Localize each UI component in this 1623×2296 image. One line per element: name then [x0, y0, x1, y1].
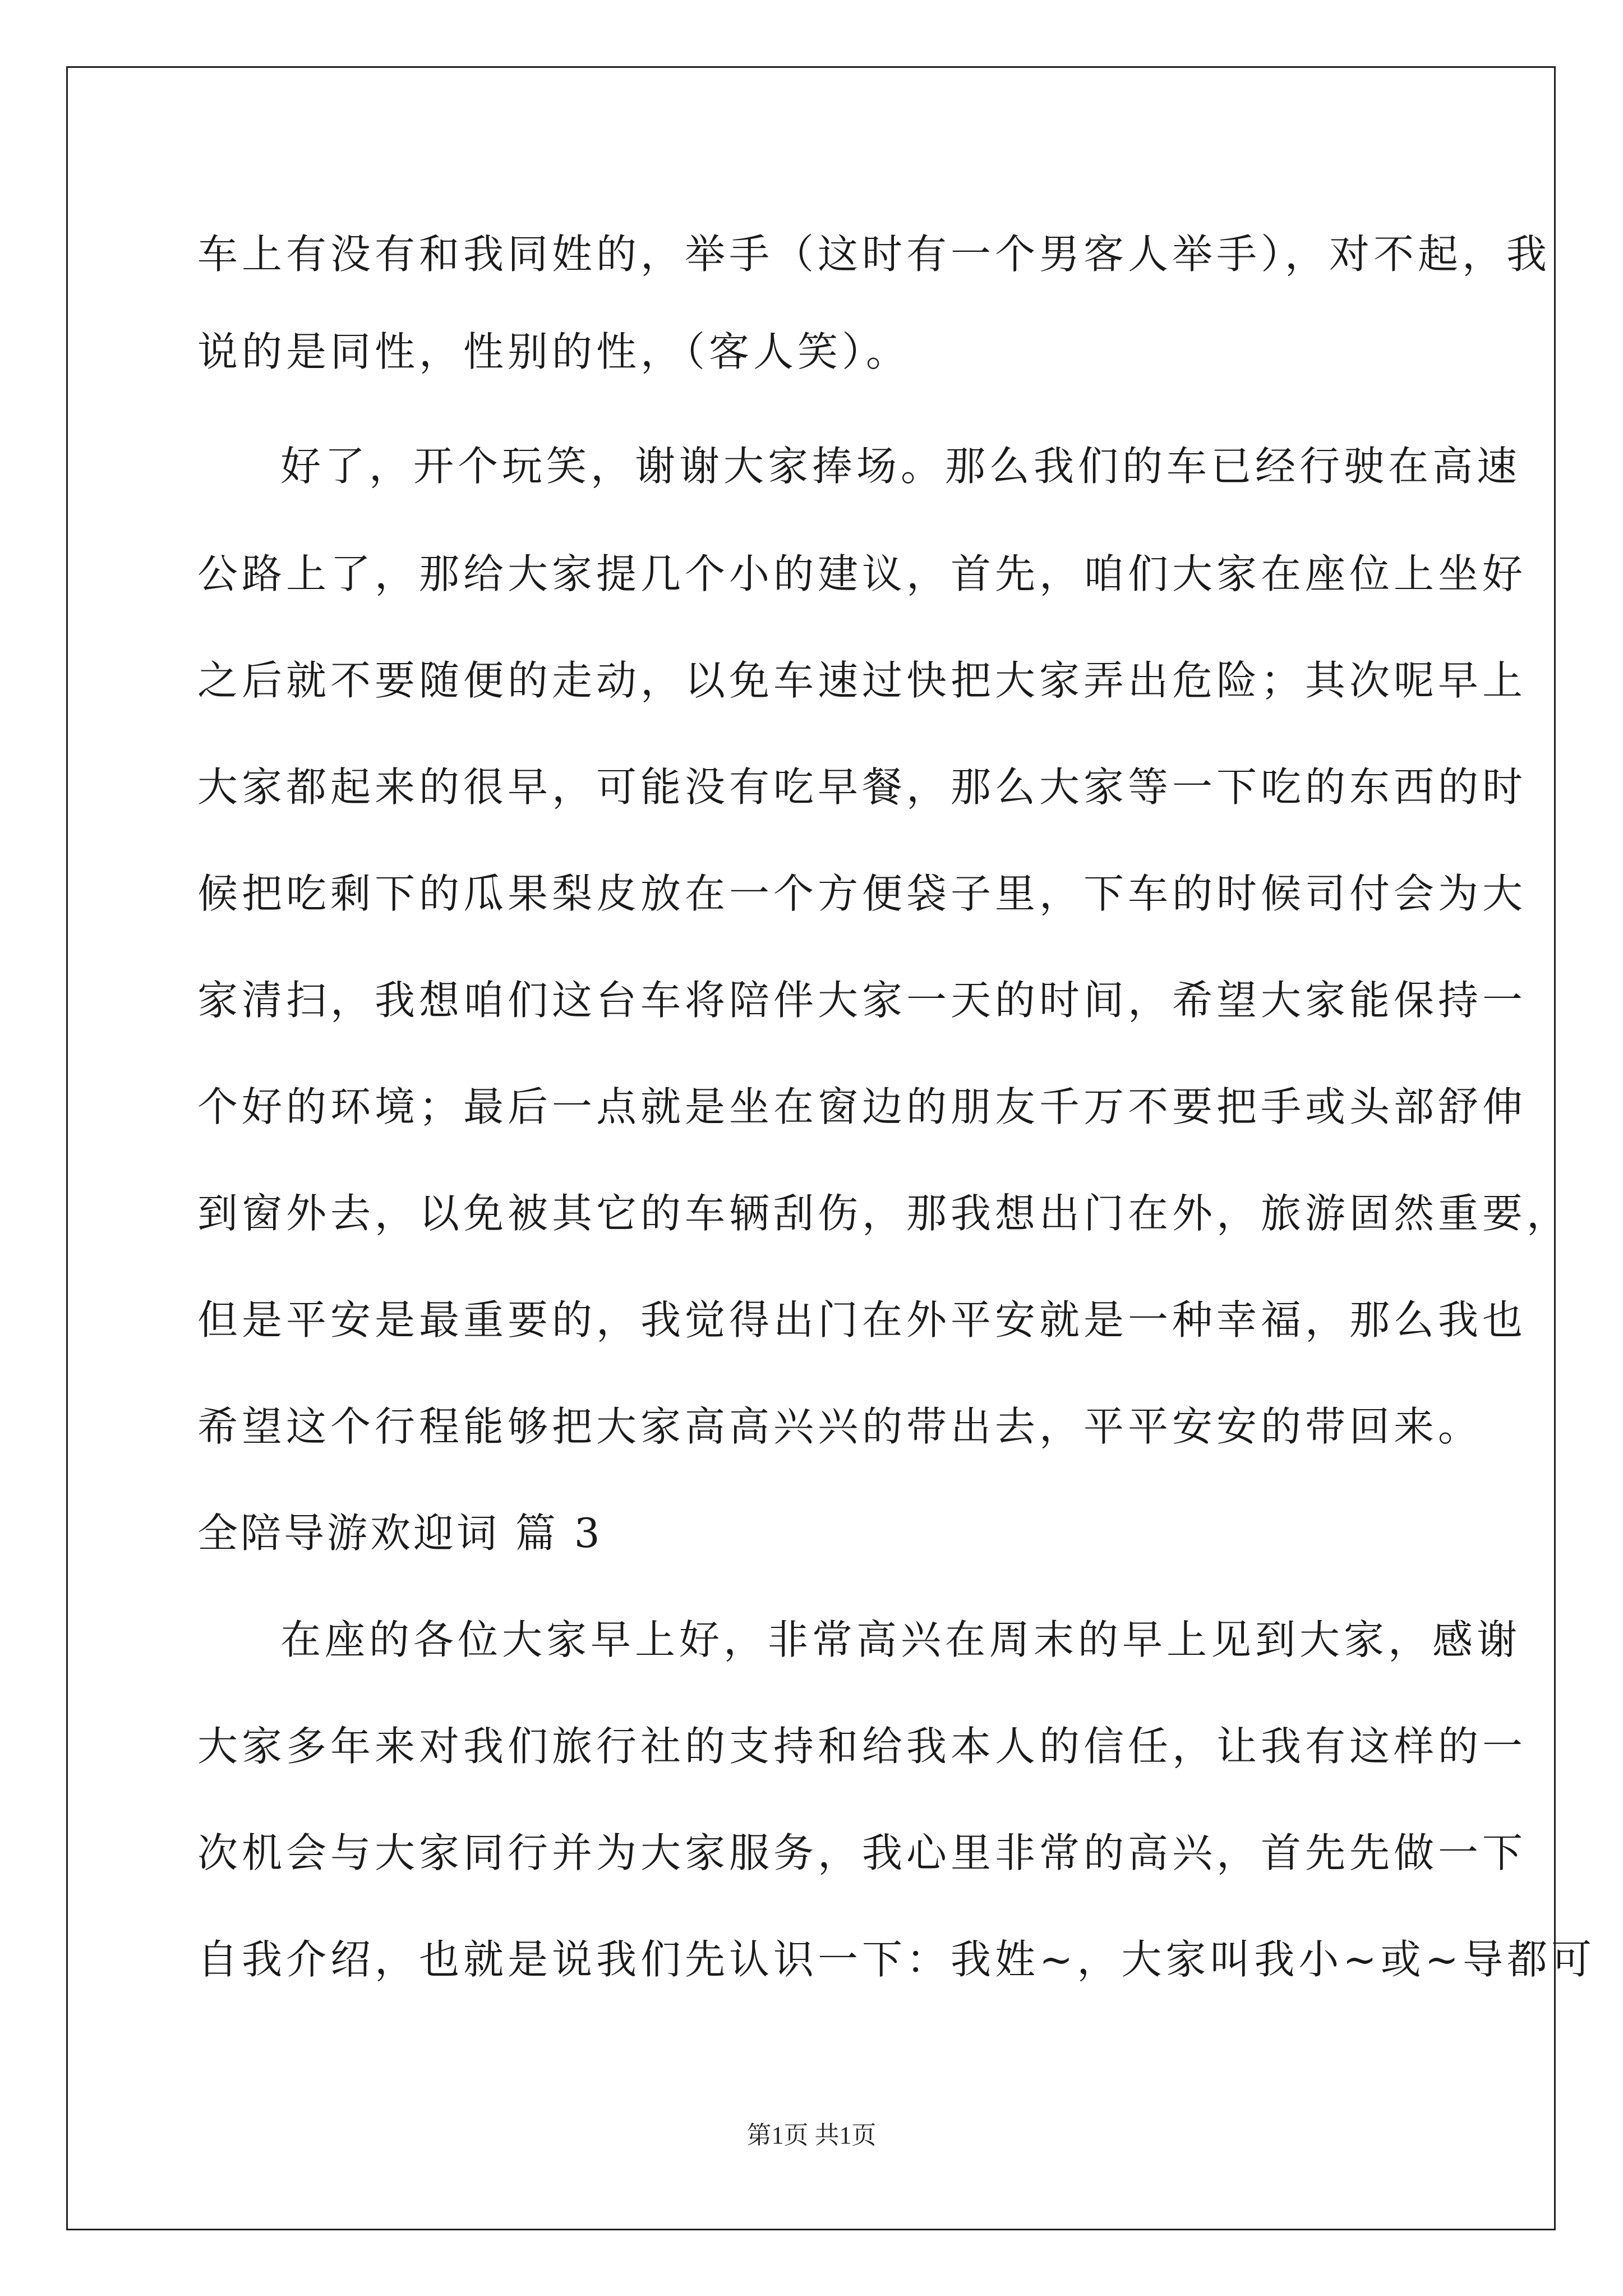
page-footer: 第1页 共1页 [746, 2122, 877, 2149]
paragraph-line: 说的是同性，性别的性，（客人笑）。 [197, 328, 911, 375]
section-heading: 全陪导游欢迎词 篇 3 [197, 1510, 603, 1557]
paragraph-line: 家清扫，我想咱们这台车将陪伴大家一天的时间，希望大家能保持一 [197, 977, 1527, 1024]
page-border [66, 66, 1556, 2230]
paragraph-line: 希望这个行程能够把大家高高兴兴的带出去，平平安安的带回来。 [197, 1403, 1483, 1450]
paragraph-line: 候把吃剩下的瓜果梨皮放在一个方便袋子里，下车的时候司付会为大 [197, 870, 1527, 917]
paragraph-line: 大家多年来对我们旅行社的支持和给我本人的信任，让我有这样的一 [197, 1723, 1527, 1770]
paragraph-line: 之后就不要随便的走动，以免车速过快把大家弄出危险；其次呢早上 [197, 657, 1527, 704]
paragraph-line: 次机会与大家同行并为大家服务，我心里非常的高兴，首先先做一下 [197, 1829, 1527, 1876]
paragraph-line: 到窗外去，以免被其它的车辆刮伤，那我想出门在外，旅游固然重要， [197, 1190, 1571, 1237]
paragraph-line: 车上有没有和我同姓的，举手（这时有一个男客人举手），对不起，我 [197, 231, 1551, 278]
paragraph-line: 自我介绍，也就是说我们先认识一下：我姓~，大家叫我小~或~导都可 [197, 1936, 1596, 1983]
paragraph-line: 在座的各位大家早上好，非常高兴在周末的早上见到大家，感谢 [280, 1616, 1521, 1663]
paragraph-line: 大家都起来的很早，可能没有吃早餐，那么大家等一下吃的东西的时 [197, 763, 1527, 811]
paragraph-line: 公路上了，那给大家提几个小的建议，首先，咱们大家在座位上坐好 [197, 550, 1527, 597]
paragraph-line: 但是平安是最重要的，我觉得出门在外平安就是一种幸福，那么我也 [197, 1296, 1527, 1343]
paragraph-line: 好了，开个玩笑，谢谢大家捧场。那么我们的车已经行驶在高速 [280, 443, 1521, 490]
paragraph-line: 个好的环境；最后一点就是坐在窗边的朋友千万不要把手或头部舒伸 [197, 1083, 1527, 1130]
